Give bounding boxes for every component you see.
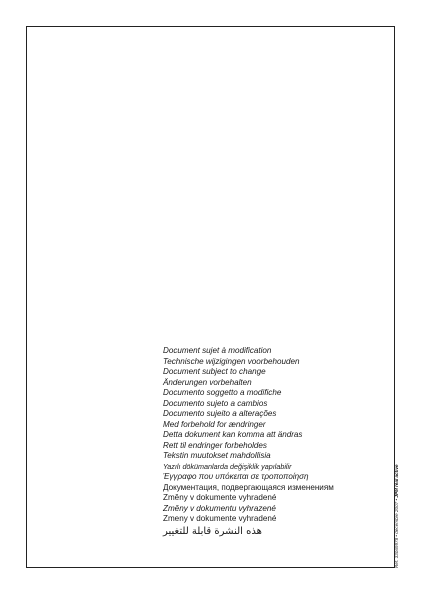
notice-line-ar: هذه النشرة قابلة للتغيير xyxy=(163,525,262,537)
notice-line-cs: Změny v dokumentu vyhrazené xyxy=(163,503,276,513)
notice-line-sk: Změny v dokumente vyhradené xyxy=(163,493,277,502)
notice-line-el: Έγγραφο που υπόκειται σε τροποποίηση xyxy=(163,472,309,481)
notice-line-it: Documento soggetto a modifiche xyxy=(163,388,282,397)
reference-brand: JPM réal active xyxy=(394,464,399,498)
notice-line-es: Documento sujeto a cambios xyxy=(163,398,268,408)
subject-to-change-notice-list xyxy=(163,346,334,539)
notice-line-sv: Detta dokument kan komma att ändras xyxy=(163,430,303,439)
notice-line-no: Rett til endringer forbeholdes xyxy=(163,440,267,450)
reference-code: Réf. 33069978 • décembre 2007 • xyxy=(394,498,399,568)
notice-line-fi: Tekstin muutokset mahdollisia xyxy=(163,451,271,460)
notice-line-nl: Technische wijzigingen voorbehouden xyxy=(163,356,300,366)
notice-line-tr: Yazılı dökümanlarda değişiklik yapılabilir xyxy=(163,461,292,471)
notice-line-pt: Documento sujeito a alterações xyxy=(163,409,277,418)
document-reference xyxy=(394,464,399,568)
notice-line-en: Document subject to change xyxy=(163,367,266,376)
notice-line-ru: Документация, подвергающаяся изменениям xyxy=(163,482,334,492)
notice-line-sk-2: Zmeny v dokumente vyhradené xyxy=(163,514,277,523)
notice-line-de: Änderungen vorbehalten xyxy=(163,377,252,387)
notice-line-da: Med forbehold for ændringer xyxy=(163,419,266,429)
notice-line-fr: Document sujet à modification xyxy=(163,346,272,355)
